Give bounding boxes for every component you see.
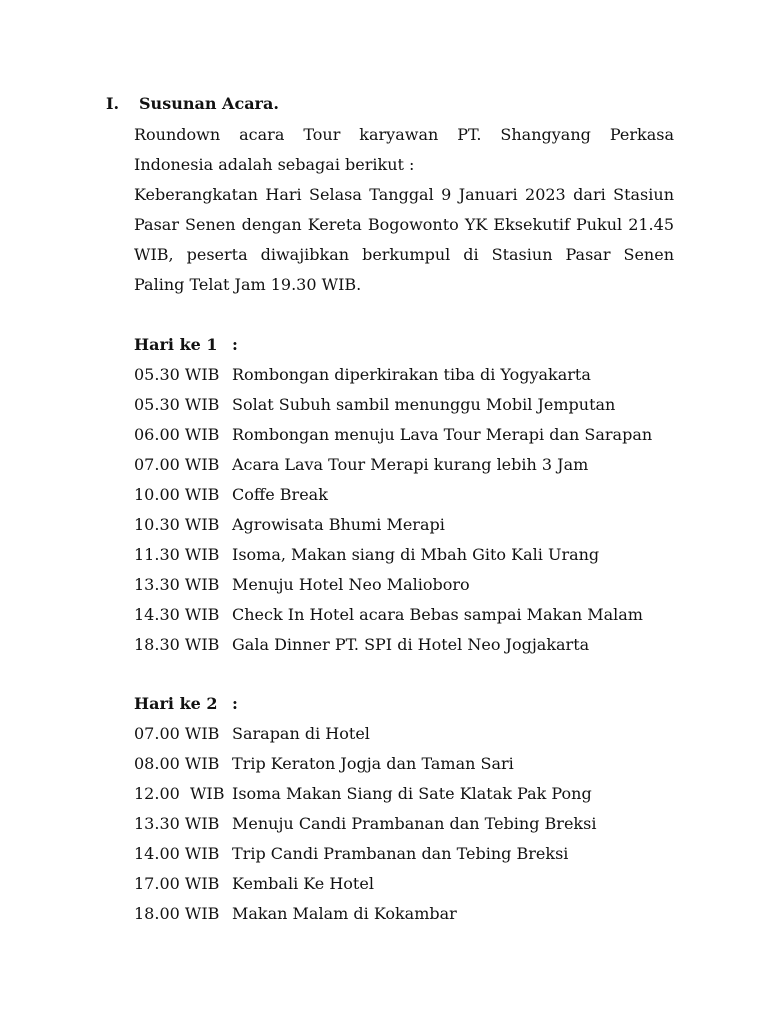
schedule-row <box>134 480 694 510</box>
schedule-row <box>134 570 694 600</box>
schedule-time: 05.30 WIB <box>134 395 220 414</box>
day-colon: : <box>232 694 238 713</box>
schedule-activity: Gala Dinner PT. SPI di Hotel Neo Jogjakarta <box>232 635 590 654</box>
section-number: I. <box>106 94 120 113</box>
schedule-activity: Check In Hotel acara Bebas sampai Makan Malam <box>232 605 643 624</box>
schedule-row <box>134 450 694 480</box>
schedule-row <box>134 420 694 450</box>
schedule-time: 18.00 WIB <box>134 904 220 923</box>
schedule-time: 10.30 WIB <box>134 515 220 534</box>
schedule-activity: Menuju Hotel Neo Malioboro <box>232 575 470 594</box>
schedule-activity: Trip Keraton Jogja dan Taman Sari <box>232 754 514 773</box>
intro-paragraph-2: Keberangkatan Hari Selasa Tanggal 9 Januari 2023 dari Stasiun Pasar Senen dengan Kereta Bogowonto YK Eksekutif Pukul 21.45 WIB, peserta diwajibkan berkumpul di Stasiun Pasar Senen Paling Telat Jam 19.30 WIB. <box>134 185 674 294</box>
schedule-time: 05.30 WIB <box>134 365 220 384</box>
schedule-activity: Kembali Ke Hotel <box>232 874 374 893</box>
schedule-row <box>134 540 694 570</box>
schedule-activity: Solat Subuh sambil menunggu Mobil Jemputan <box>232 395 616 414</box>
day-title <box>134 689 694 719</box>
schedule-activity: Trip Candi Prambanan dan Tebing Breksi <box>232 844 569 863</box>
schedule-activity: Rombongan menuju Lava Tour Merapi dan Sarapan <box>232 425 653 444</box>
schedule-time: 08.00 WIB <box>134 754 220 773</box>
schedule-time: 17.00 WIB <box>134 874 220 893</box>
schedule-row <box>134 510 694 540</box>
schedule-activity: Isoma Makan Siang di Sate Klatak Pak Pong <box>232 784 592 803</box>
schedule-activity: Coffe Break <box>232 485 328 504</box>
schedule-row <box>134 360 694 390</box>
schedule-time: 07.00 WIB <box>134 724 220 743</box>
schedule-day-1 <box>134 330 694 660</box>
intro-text <box>134 120 674 300</box>
schedule-time: 14.00 WIB <box>134 844 220 863</box>
section-heading <box>106 94 279 114</box>
day-title <box>134 330 694 360</box>
schedule-activity: Agrowisata Bhumi Merapi <box>232 515 445 534</box>
schedule-activity: Acara Lava Tour Merapi kurang lebih 3 Jam <box>232 455 589 474</box>
schedule-activity: Rombongan diperkirakan tiba di Yogyakarta <box>232 365 591 384</box>
day-colon: : <box>232 335 238 354</box>
schedule-row <box>134 869 694 899</box>
schedule-row <box>134 779 694 809</box>
schedule-row <box>134 749 694 779</box>
schedule-row <box>134 630 694 660</box>
day-label: Hari ke 2 <box>134 694 218 713</box>
schedule-activity: Sarapan di Hotel <box>232 724 370 743</box>
day-label: Hari ke 1 <box>134 335 218 354</box>
schedule-time: 18.30 WIB <box>134 635 220 654</box>
schedule-activity: Isoma, Makan siang di Mbah Gito Kali Urang <box>232 545 600 564</box>
schedule-time: 06.00 WIB <box>134 425 220 444</box>
schedule-row <box>134 809 694 839</box>
schedule-row <box>134 719 694 749</box>
intro-paragraph-1: Roundown acara Tour karyawan PT. Shangyang Perkasa Indonesia adalah sebagai berikut : <box>134 125 674 174</box>
section-title: Susunan Acara. <box>139 94 279 113</box>
schedule-time: 13.30 WIB <box>134 814 220 833</box>
schedule-row <box>134 839 694 869</box>
schedule-day-2 <box>134 689 694 929</box>
schedule-row <box>134 899 694 929</box>
schedule-time: 13.30 WIB <box>134 575 220 594</box>
schedule-time: 10.00 WIB <box>134 485 220 504</box>
schedule-time: 07.00 WIB <box>134 455 220 474</box>
schedule-time: 12.00 WIB <box>134 784 225 803</box>
schedule-row <box>134 390 694 420</box>
schedule-time: 11.30 WIB <box>134 545 220 564</box>
schedule-row <box>134 600 694 630</box>
schedule-activity: Makan Malam di Kokambar <box>232 904 457 923</box>
schedule-time: 14.30 WIB <box>134 605 220 624</box>
schedule-activity: Menuju Candi Prambanan dan Tebing Breksi <box>232 814 597 833</box>
